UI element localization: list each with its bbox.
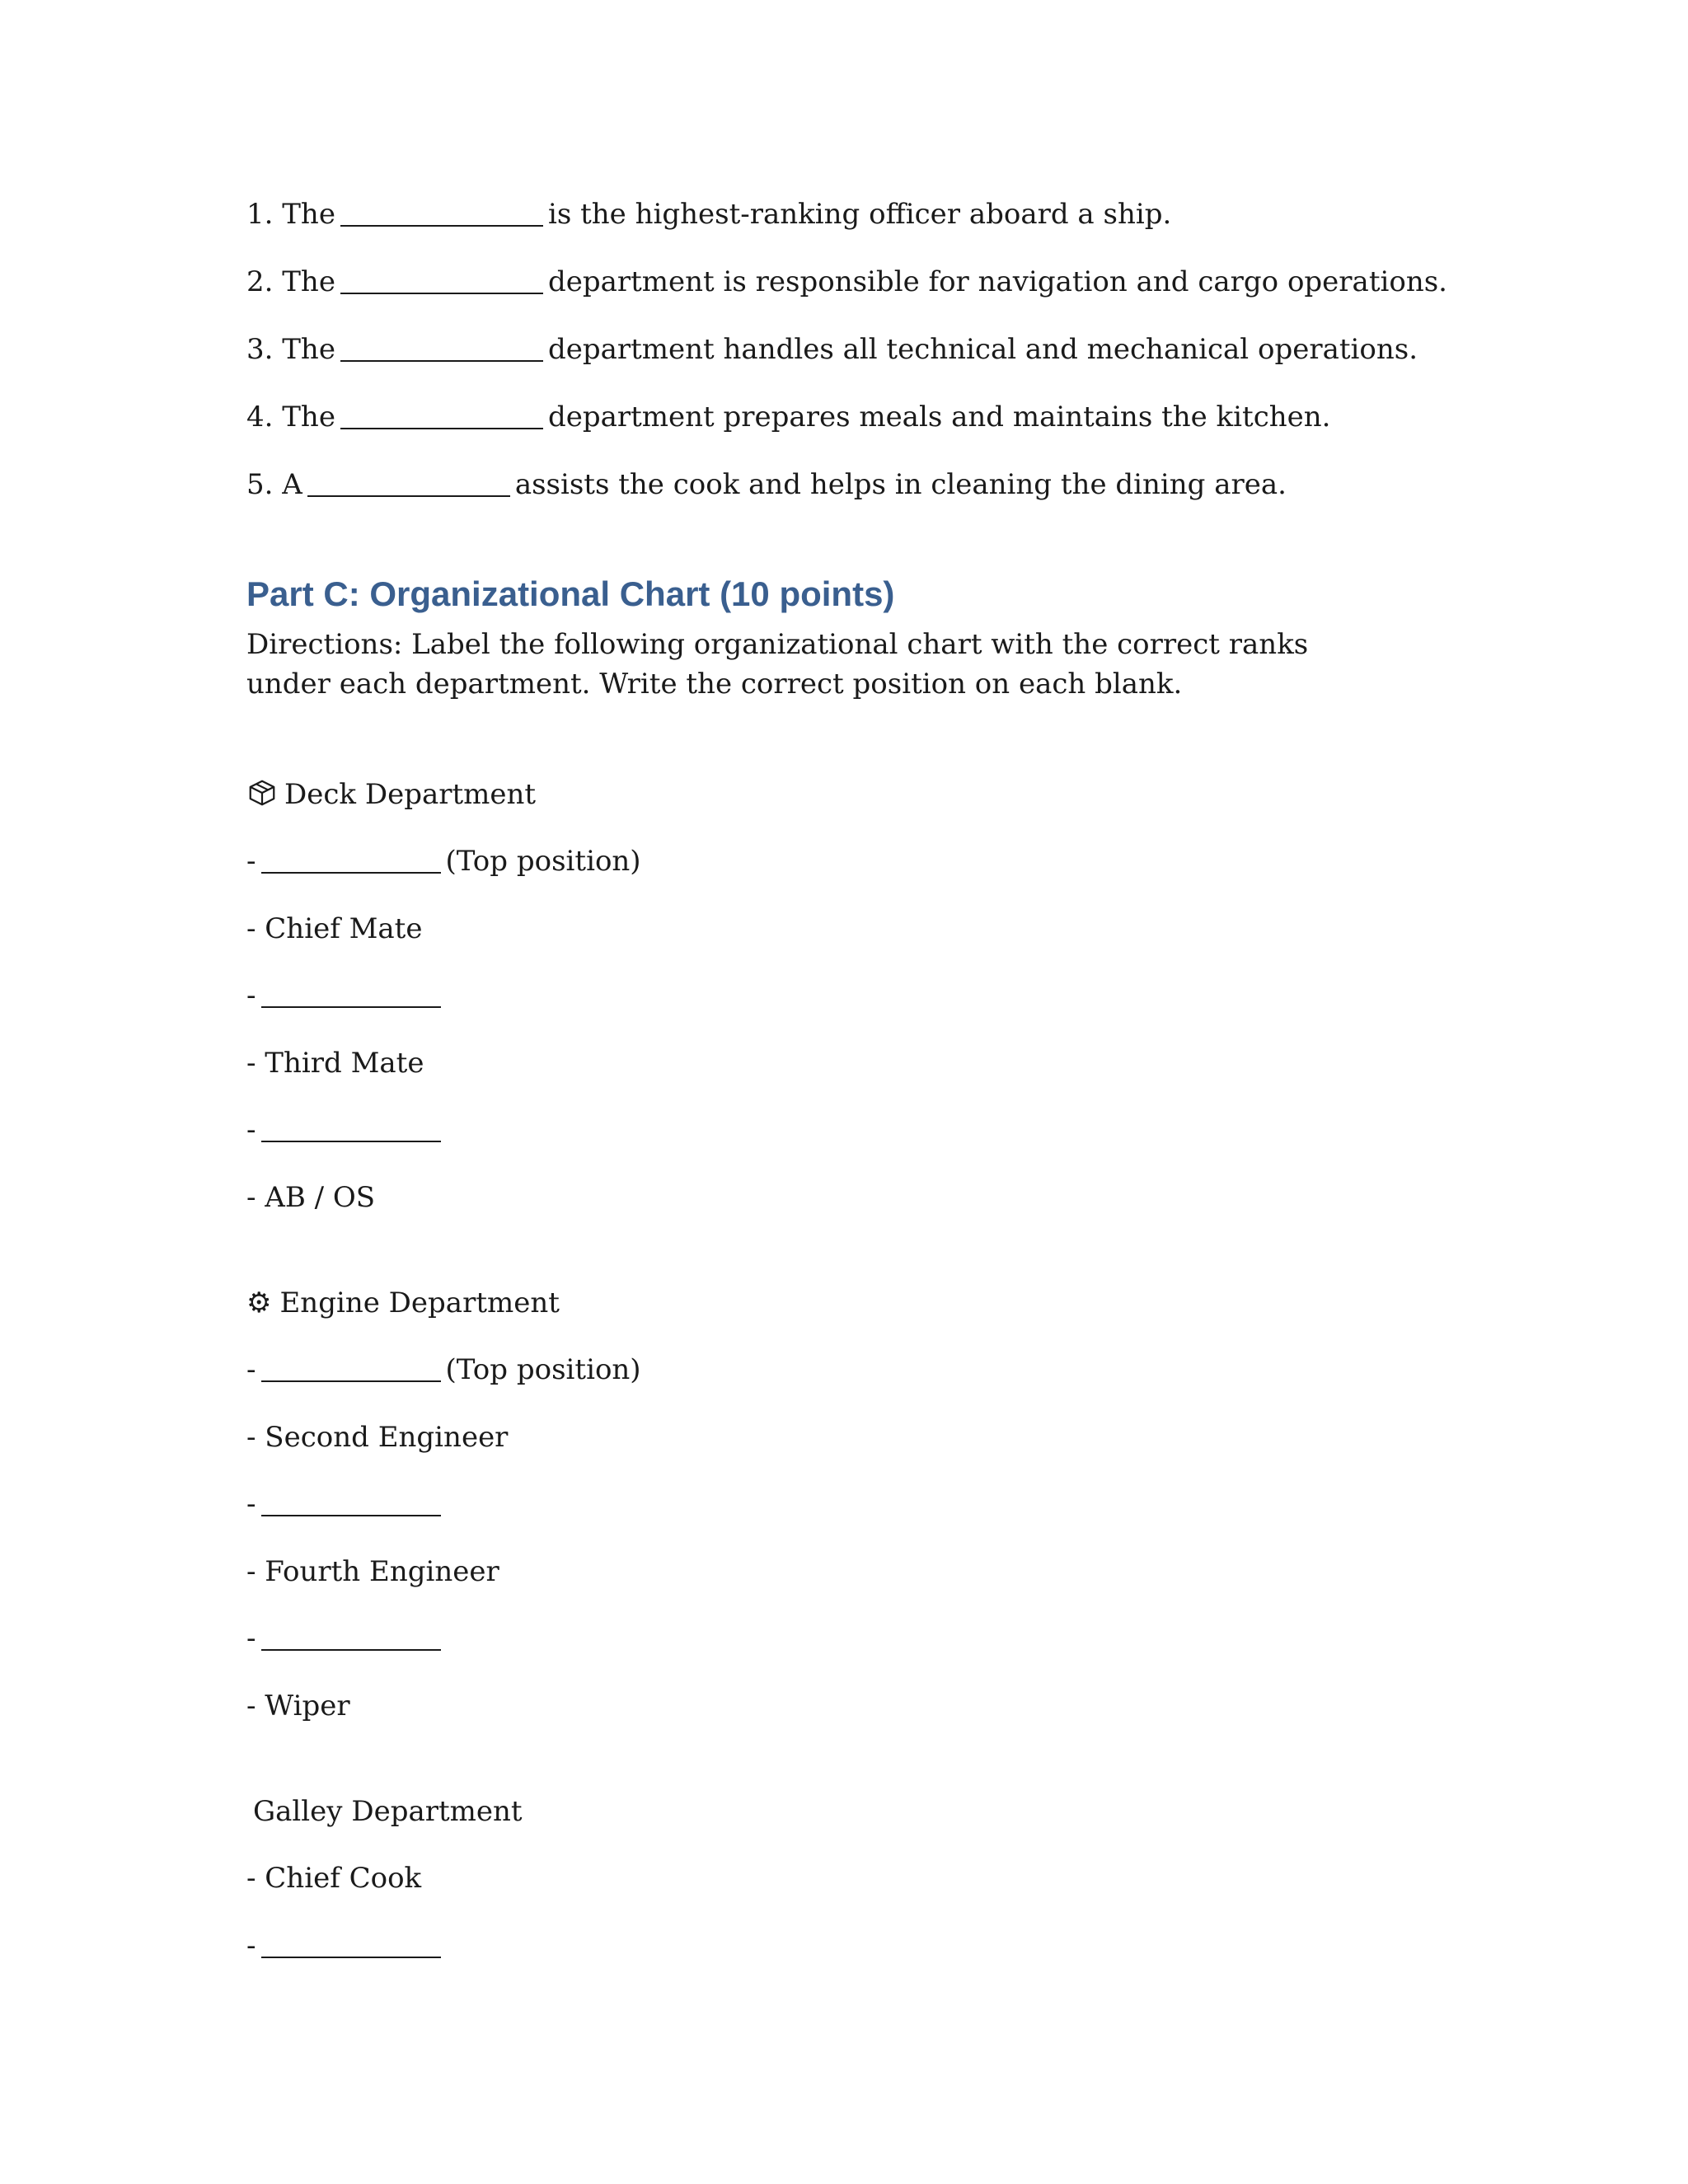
question-5-suffix: assists the cook and helps in cleaning the dining area. — [514, 468, 1287, 501]
question-3-blank[interactable] — [340, 332, 543, 362]
dash: - — [246, 1622, 256, 1655]
part-c-heading: Part C: Organizational Chart (10 points) — [246, 574, 895, 613]
engine-blank-row-2 — [246, 1619, 446, 1658]
dash: - — [246, 1488, 256, 1521]
galley-blank-row-1 — [246, 1926, 446, 1966]
deck-top-position-note: (Top position) — [445, 845, 641, 878]
engine-department-title-row — [246, 1283, 560, 1323]
gear-icon: ⚙ — [246, 1286, 272, 1319]
question-3-suffix: department handles all technical and mechanical operations. — [547, 333, 1418, 366]
deck-third-mate-row: - Third Mate — [246, 1047, 424, 1080]
engine-blank-row-1 — [246, 1484, 446, 1524]
question-1-blank[interactable] — [340, 197, 543, 227]
deck-chief-mate-row: - Chief Mate — [246, 912, 423, 945]
deck-top-position-row — [246, 841, 641, 881]
question-4-prefix: 4. The — [246, 401, 335, 434]
question-4-blank[interactable] — [340, 400, 543, 429]
question-1-suffix: is the highest-ranking officer aboard a ship. — [547, 198, 1172, 231]
galley-department-title: Galley Department — [253, 1795, 523, 1828]
question-1 — [246, 194, 1171, 234]
deck-blank-2[interactable] — [261, 1113, 441, 1142]
question-5-blank[interactable] — [307, 467, 510, 497]
dash: - — [246, 845, 256, 878]
deck-top-position-blank[interactable] — [261, 844, 441, 874]
engine-top-position-note: (Top position) — [445, 1353, 641, 1386]
deck-blank-row-1 — [246, 976, 446, 1015]
engine-department-title: Engine Department — [279, 1286, 560, 1319]
question-5 — [246, 465, 1287, 504]
galley-blank-1[interactable] — [261, 1929, 441, 1958]
deck-blank-1[interactable] — [261, 978, 441, 1008]
dash: - — [246, 1353, 256, 1386]
deck-blank-row-2 — [246, 1110, 446, 1150]
dash: - — [246, 979, 256, 1012]
deck-ab-os-row: - AB / OS — [246, 1181, 376, 1214]
question-4-suffix: department prepares meals and maintains the kitchen. — [547, 401, 1331, 434]
question-3-prefix: 3. The — [246, 333, 335, 366]
engine-top-position-blank[interactable] — [261, 1352, 441, 1382]
question-2 — [246, 262, 1447, 302]
package-icon — [246, 777, 278, 808]
deck-department-title: Deck Department — [284, 778, 537, 811]
engine-blank-1[interactable] — [261, 1487, 441, 1516]
question-3 — [246, 330, 1418, 369]
question-2-suffix: department is responsible for navigation and cargo operations. — [547, 265, 1447, 298]
question-4 — [246, 397, 1330, 437]
question-2-prefix: 2. The — [246, 265, 335, 298]
question-2-blank[interactable] — [340, 265, 543, 294]
galley-chief-cook-row: - Chief Cook — [246, 1862, 422, 1895]
engine-wiper-row: - Wiper — [246, 1690, 350, 1722]
engine-top-position-row — [246, 1350, 641, 1390]
engine-second-engineer-row: - Second Engineer — [246, 1421, 509, 1454]
engine-fourth-engineer-row: - Fourth Engineer — [246, 1555, 499, 1588]
deck-department-title-row — [246, 775, 536, 814]
dash: - — [246, 1929, 256, 1962]
question-5-prefix: 5. A — [246, 468, 302, 501]
part-c-directions: Directions: Label the following organizational chart with the correct ranks under each department. Write the correct position on each blank. — [246, 628, 1309, 701]
engine-blank-2[interactable] — [261, 1621, 441, 1651]
dash: - — [246, 1113, 256, 1146]
question-1-prefix: 1. The — [246, 198, 335, 231]
